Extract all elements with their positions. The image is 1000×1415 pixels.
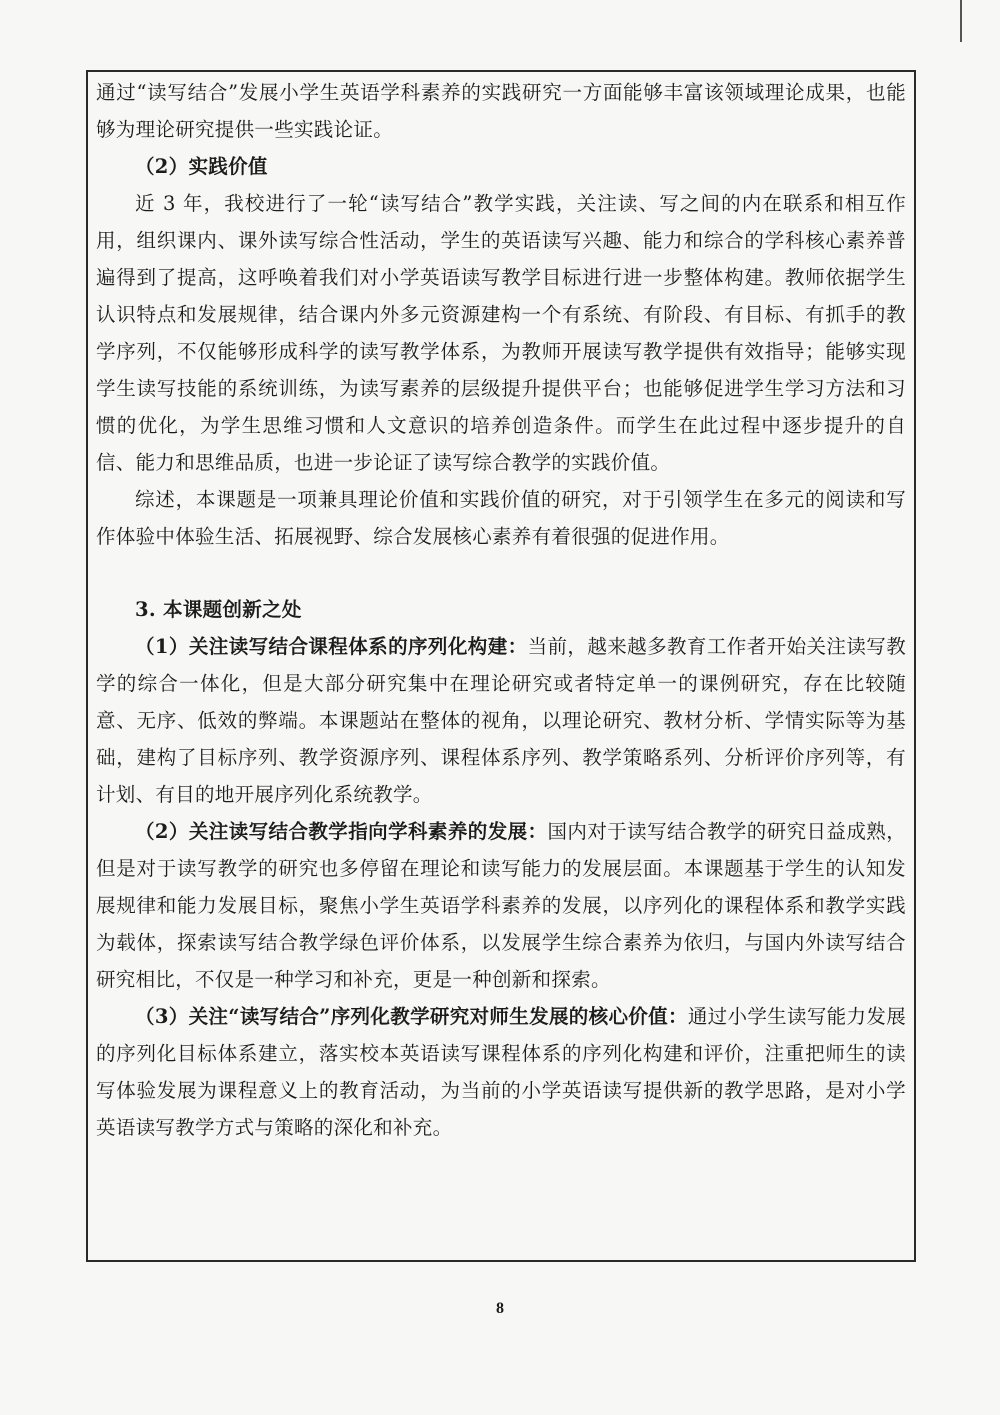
content-frame: [86, 70, 916, 1262]
innovation-1-title: （1）关注读写结合课程体系的序列化构建：: [135, 635, 528, 658]
innovation-2-text: 国内对于读写结合教学的研究日益成熟，但是对于读写教学的研究也多停留在理论和读写能力的发展层面。本课题基于学生的认知发展规律和能力发展目标，聚焦小学生英语学科素养的发展，以序列化的课程体系和教学实践为载体，探索读写结合教学绿色评价体系，以发展学生综合素养为依归，与国内外读写结合研究相比，不仅是一种学习和补充，更是一种创新和探索。: [96, 820, 906, 991]
paragraph-practical-value: 近 3 年，我校进行了一轮“读写结合”教学实践，关注读、写之间的内在联系和相互作用，组织课内、课外读写综合性活动，学生的英语读写兴趣、能力和综合的学科核心素养普遍得到了提高，这呼唤着我们对小学英语读写教学目标进行进一步整体构建。教师依据学生认识特点和发展规律，结合课内外多元资源建构一个有系统、有阶段、有目标、有抓手的教学序列，不仅能够形成科学的读写教学体系，为教师开展读写教学提供有效指导；能够实现学生读写技能的系统训练，为读写素养的层级提升提供平台；也能够促进学生学习方法和习惯的优化，为学生思维习惯和人文意识的培养创造条件。而学生在此过程中逐步提升的自信、能力和思维品质，也进一步论证了读写综合教学的实践价值。: [96, 192, 906, 474]
innovation-2-title: （2）关注读写结合教学指向学科素养的发展：: [135, 820, 548, 843]
scan-edge-line: [960, 0, 962, 42]
paragraph-innovation-3: [96, 998, 906, 1146]
section-gap: [96, 555, 906, 591]
paragraph-innovation-2: [96, 813, 906, 998]
innovation-3-text: 通过小学生读写能力发展的序列化目标体系建立，落实校本英语读写课程体系的序列化构建和评价，注重把师生的读写体验发展为课程意义上的教育活动，为当前的小学英语读写提供新的教学思路，是对小学英语读写教学方式与策略的深化和补充。: [96, 1005, 906, 1139]
paragraph-summary: 综述，本课题是一项兼具理论价值和实践价值的研究，对于引领学生在多元的阅读和写作体验中体验生活、拓展视野、综合发展核心素养有着很强的促进作用。: [96, 488, 906, 548]
document-body: [96, 74, 906, 1146]
innovation-3-title: （3）关注“读写结合”序列化教学研究对师生发展的核心价值：: [135, 1005, 688, 1028]
paragraph-theory-continuation: 通过“读写结合”发展小学生英语学科素养的实践研究一方面能够丰富该领域理论成果，也能够为理论研究提供一些实践论证。: [96, 81, 906, 141]
heading-innovation: 3. 本课题创新之处: [135, 598, 302, 621]
paragraph-innovation-1: [96, 628, 906, 813]
page-number: 8: [496, 1300, 504, 1317]
heading-practical-value: （2）实践价值: [135, 155, 268, 178]
innovation-1-text: 当前，越来越多教育工作者开始关注读写教学的综合一体化，但是大部分研究集中在理论研究或者特定单一的课例研究，存在比较随意、无序、低效的弊端。本课题站在整体的视角，以理论研究、教材分析、学情实际等为基础，建构了目标序列、教学资源序列、课程体系序列、教学策略系列、分析评价序列等，有计划、有目的地开展序列化系统教学。: [96, 635, 906, 806]
